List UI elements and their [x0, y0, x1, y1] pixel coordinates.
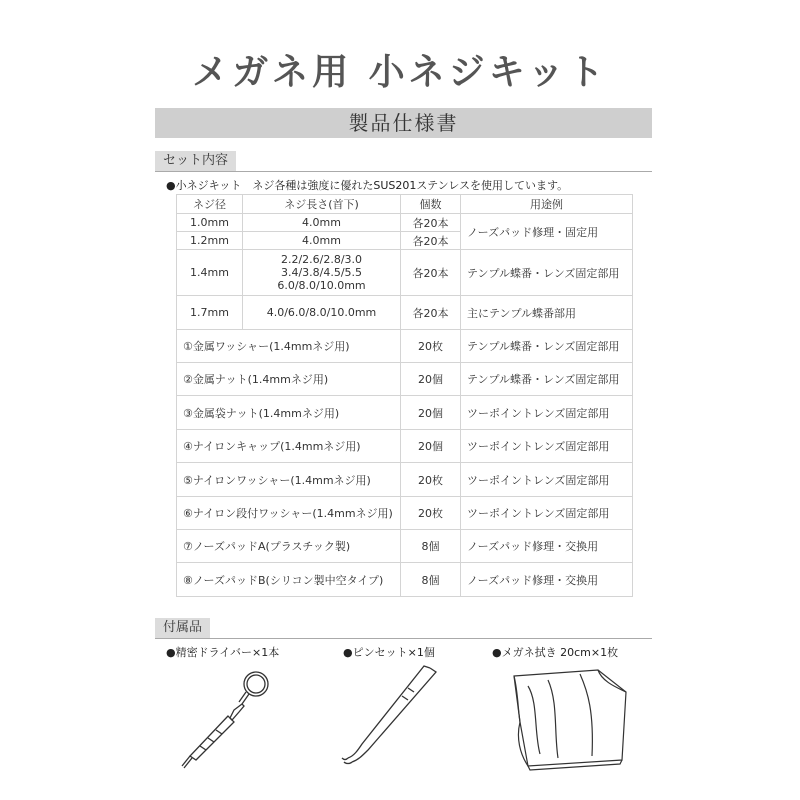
tweezers-icon	[338, 660, 448, 770]
screw-diameter: 1.0mm	[177, 214, 243, 232]
part-name: ⑤ナイロンワッシャー(1.4mmネジ用)	[177, 463, 401, 497]
cleaning-cloth-icon	[508, 662, 632, 772]
part-use: ツーポイントレンズ固定部用	[461, 396, 633, 430]
screw-count: 各20本	[401, 296, 461, 330]
table-row	[177, 530, 633, 563]
screw-length: 4.0/6.0/8.0/10.0mm	[243, 296, 401, 330]
table-row	[177, 330, 633, 363]
part-use: ツーポイントレンズ固定部用	[461, 463, 633, 497]
part-use: ツーポイントレンズ固定部用	[461, 497, 633, 530]
precision-screwdriver-icon	[170, 660, 280, 770]
accessory-label-screwdriver: ●精密ドライバー×1本	[166, 646, 280, 659]
screw-count: 各20本	[401, 214, 461, 232]
table-row	[177, 296, 633, 330]
screw-count: 各20本	[401, 250, 461, 296]
header-diameter: ネジ径	[177, 195, 243, 214]
part-name: ②金属ナット(1.4mmネジ用)	[177, 363, 401, 396]
part-name: ④ナイロンキャップ(1.4mmネジ用)	[177, 430, 401, 463]
section-tab-set-contents: セット内容	[155, 151, 236, 171]
accessory-label-cloth: ●メガネ拭き 20cm×1枚	[492, 646, 619, 659]
part-count: 8個	[401, 563, 461, 597]
part-use: ツーポイントレンズ固定部用	[461, 430, 633, 463]
screw-use: テンプル蝶番・レンズ固定部用	[461, 250, 633, 296]
section-divider	[155, 638, 652, 639]
part-count: 20個	[401, 430, 461, 463]
header-use: 用途例	[461, 195, 633, 214]
header-length: ネジ長さ(首下)	[243, 195, 401, 214]
part-name: ⑥ナイロン段付ワッシャー(1.4mmネジ用)	[177, 497, 401, 530]
page-title: メガネ用 小ネジキット	[192, 52, 608, 93]
part-count: 20個	[401, 363, 461, 396]
part-name: ⑧ノーズパッドB(シリコン製中空タイプ)	[177, 563, 401, 597]
screw-diameter: 1.4mm	[177, 250, 243, 296]
screw-diameter: 1.2mm	[177, 232, 243, 250]
part-count: 8個	[401, 530, 461, 563]
screw-length: 4.0mm	[243, 232, 401, 250]
screw-length-line: 3.4/3.8/4.5/5.5	[280, 266, 363, 279]
part-name: ①金属ワッシャー(1.4mmネジ用)	[177, 330, 401, 363]
intro-text: ●小ネジキット ネジ各種は強度に優れたSUS201ステンレスを使用しています。	[166, 179, 569, 192]
part-name: ⑦ノーズパッドA(プラスチック製)	[177, 530, 401, 563]
section-tab-accessories: 付属品	[155, 618, 210, 638]
table-row	[177, 497, 633, 530]
part-count: 20枚	[401, 497, 461, 530]
screw-length-multi	[243, 250, 401, 296]
screw-length-line: 6.0/8.0/10.0mm	[277, 279, 366, 292]
screw-use: ノーズパッド修理・固定用	[461, 214, 633, 250]
part-use: ノーズパッド修理・交換用	[461, 530, 633, 563]
spec-banner: 製品仕様書	[155, 108, 652, 138]
table-row	[177, 214, 633, 232]
screw-diameter: 1.7mm	[177, 296, 243, 330]
part-count: 20個	[401, 396, 461, 430]
table-header-row	[177, 195, 633, 214]
part-count: 20枚	[401, 463, 461, 497]
screw-use: 主にテンプル蝶番部用	[461, 296, 633, 330]
screw-count: 各20本	[401, 232, 461, 250]
table-row	[177, 463, 633, 497]
part-use: テンプル蝶番・レンズ固定部用	[461, 330, 633, 363]
section-divider	[155, 171, 652, 172]
part-use: テンプル蝶番・レンズ固定部用	[461, 363, 633, 396]
header-count: 個数	[401, 195, 461, 214]
screw-length: 4.0mm	[243, 214, 401, 232]
table-row	[177, 563, 633, 597]
part-name: ③金属袋ナット(1.4mmネジ用)	[177, 396, 401, 430]
table-row	[177, 250, 633, 296]
table-row	[177, 430, 633, 463]
part-use: ノーズパッド修理・交換用	[461, 563, 633, 597]
table-row	[177, 396, 633, 430]
part-count: 20枚	[401, 330, 461, 363]
spec-table	[176, 194, 633, 597]
screw-length-line: 2.2/2.6/2.8/3.0	[280, 253, 363, 266]
accessory-label-tweezers: ●ピンセット×1個	[343, 646, 435, 659]
table-row	[177, 363, 633, 396]
